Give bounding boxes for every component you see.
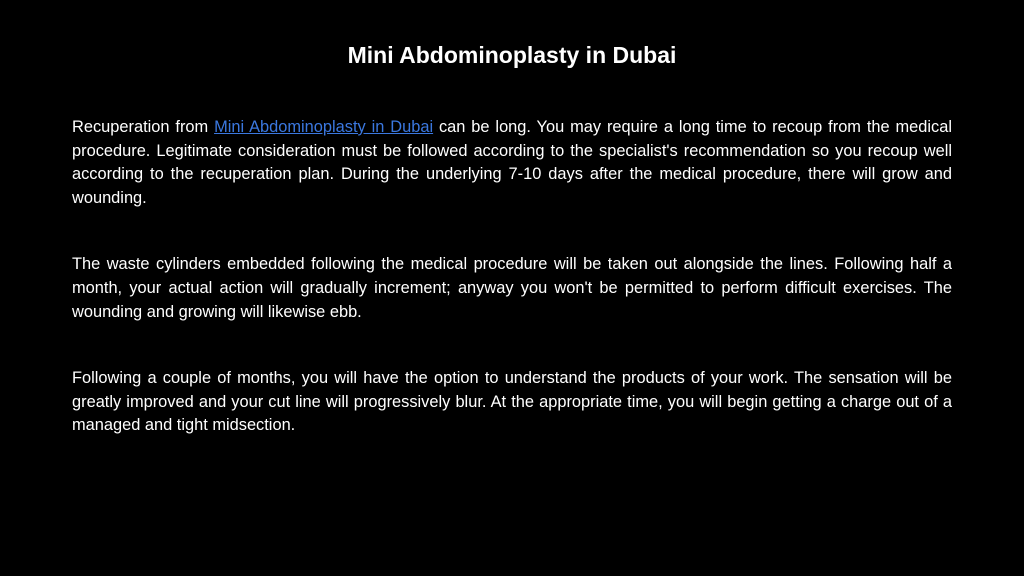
paragraph-1-rest: can be long. You may require a long time to recoup from the medical procedure. Legitimate consideration must be followed according to the specialist's recommendation so you recoup well according to the recuperation plan. During the underlying 7-10 days after the medical procedure, there will grow and wounding.	[72, 118, 953, 207]
paragraph-1-intro: Recuperation from	[72, 118, 215, 136]
mini-abdominoplasty-link[interactable]: Mini Abdominoplasty in Dubai	[214, 118, 434, 136]
slide-title: Mini Abdominoplasty in Dubai	[347, 42, 677, 68]
paragraph-drains: The waste cylinders embedded following the medical procedure will be taken out alongside the lines. Following half a month, your actual action will gradually increment; anyway you won't be permitted to perform difficult exercises. The wounding and growing will likewise ebb.	[72, 255, 952, 321]
paragraph-results: Following a couple of months, you will have the option to understand the products of your work. The sensation will be greatly improved and your cut line will progressively blur. At the appropriate time, you will begin getting a charge out of a managed and tight midsection.	[72, 369, 952, 435]
paragraph-recuperation	[72, 116, 952, 210]
slide-body	[72, 116, 952, 438]
